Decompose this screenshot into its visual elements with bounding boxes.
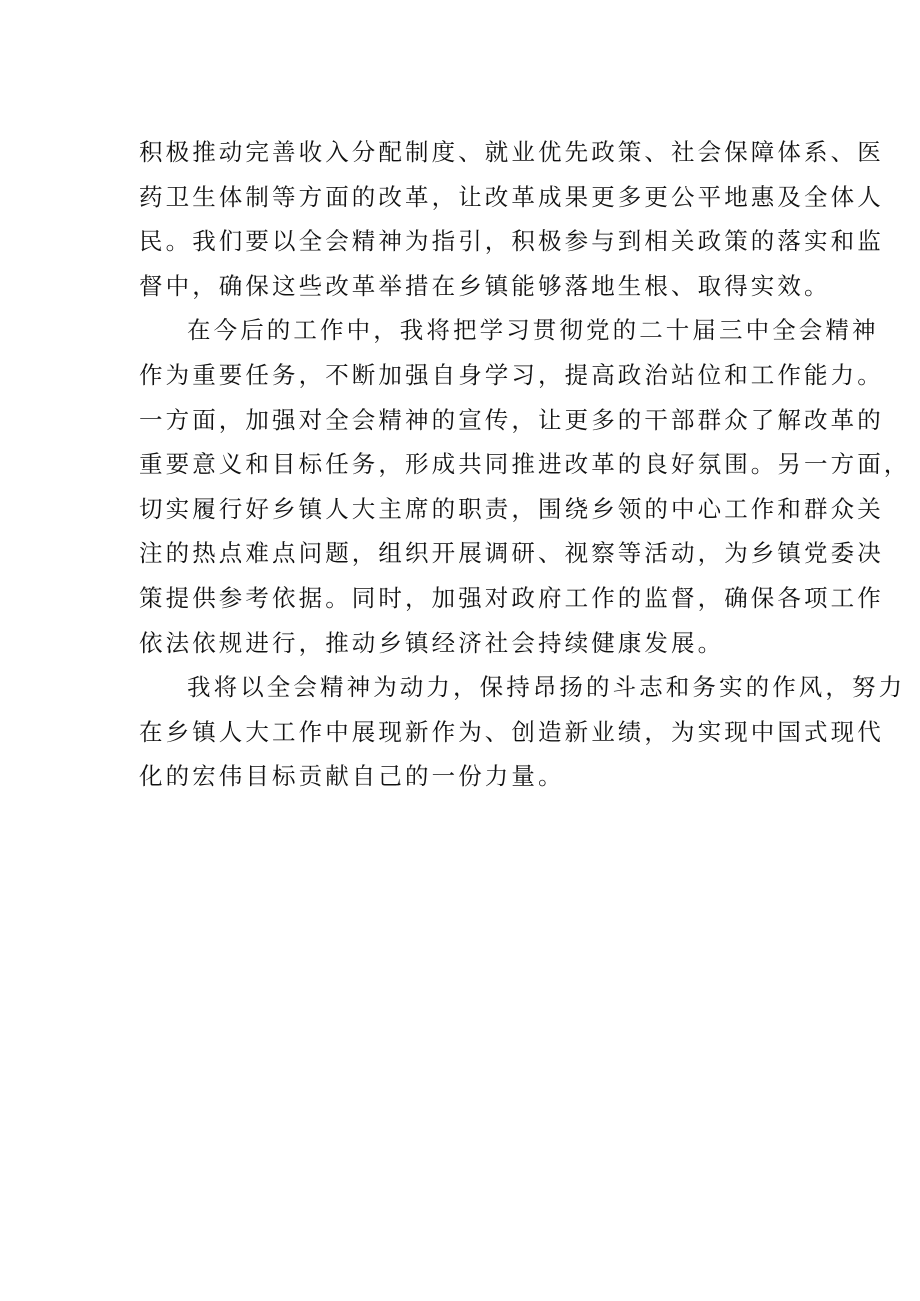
paragraph-line: 积极推动完善收入分配制度、就业优先政策、社会保障体系、医	[139, 138, 884, 166]
paragraph-line: 切实履行好乡镇人大主席的职责，围绕乡领的中心工作和群众关	[139, 494, 884, 523]
paragraph-line: 在今后的工作中，我将把学习贯彻党的二十届三中全会精神	[187, 316, 879, 345]
body-text	[139, 130, 911, 799]
paragraph-line: 民。我们要以全会精神为指引，积极参与到相关政策的落实和监	[139, 227, 884, 256]
paragraph-line: 督中，确保这些改革举措在乡镇能够落地生根、取得实效。	[139, 271, 831, 300]
paragraph-line: 药卫生体制等方面的改革，让改革成果更多更公平地惠及全体人	[139, 182, 884, 211]
paragraph-line: 重要意义和目标任务，形成共同推进改革的良好氛围。另一方面，	[139, 450, 911, 479]
paragraph-line: 作为重要任务，不断加强自身学习，提高政治站位和工作能力。	[139, 360, 884, 389]
paragraph-line: 依法依规进行，推动乡镇经济社会持续健康发展。	[139, 628, 725, 657]
paragraph-line: 我将以全会精神为动力，保持昂扬的斗志和务实的作风，努力	[187, 673, 906, 702]
paragraph-2	[139, 308, 911, 665]
paragraph-1	[139, 130, 884, 308]
paragraph-line: 策提供参考依据。同时，加强对政府工作的监督，确保各项工作	[139, 583, 884, 612]
paragraph-line: 化的宏伟目标贡献自己的一份力量。	[139, 762, 565, 791]
paragraph-line: 在乡镇人大工作中展现新作为、创造新业绩，为实现中国式现代	[139, 717, 884, 746]
paragraph-line: 一方面，加强对全会精神的宣传，让更多的干部群众了解改革的	[139, 405, 884, 434]
paragraph-line: 注的热点难点问题，组织开展调研、视察等活动，为乡镇党委决	[139, 539, 884, 568]
paragraph-3	[139, 665, 906, 799]
